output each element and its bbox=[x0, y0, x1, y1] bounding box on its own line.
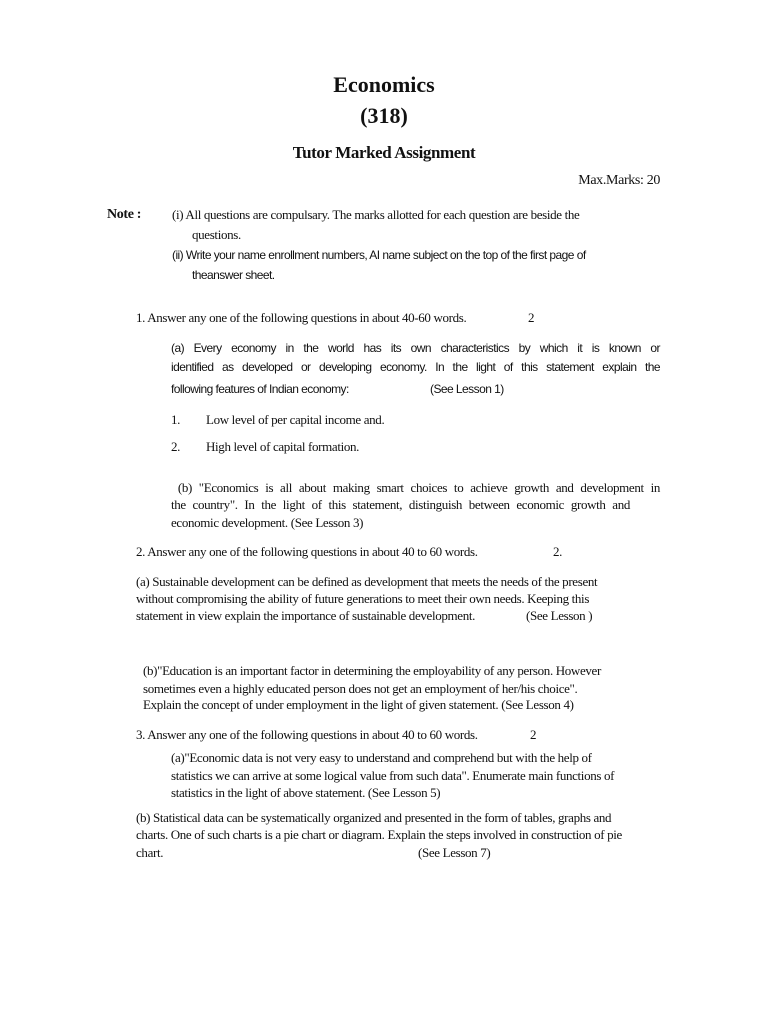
note-label: Note : bbox=[107, 207, 142, 222]
q1-b-line1: (b) "Economics is all about making smart choices to achieve growth and development in bbox=[171, 480, 660, 495]
q2-a-lesson-ref: (See Lesson ) bbox=[526, 608, 593, 623]
q3-b-line3: chart. bbox=[136, 845, 164, 860]
q3-a-line2: statistics we can arrive at some logical value from such data". Enumerate main functions of bbox=[171, 768, 615, 783]
q1-a-line2: identified as developed or developing economy. In the light of this statement explain the bbox=[171, 360, 660, 374]
q1-a-line3: following features of Indian economy: bbox=[171, 382, 349, 396]
q1-b-line2: the country". In the light of this statement, distinguish between economic growth and bbox=[171, 497, 630, 512]
note-ii-line1: (ii) Write your name enrollment numbers, AI name subject on the top of the first page of bbox=[172, 248, 586, 262]
q2-a-line1: (a) Sustainable development can be defined as development that meets the needs of the present bbox=[136, 574, 598, 589]
question-2-heading: 2. Answer any one of the following questions in about 40 to 60 words. bbox=[136, 544, 478, 559]
assignment-title: Tutor Marked Assignment bbox=[292, 143, 476, 162]
q1-b-line3: economic development. (See Lesson 3) bbox=[171, 515, 364, 530]
q1-item-1-text: Low level of per capital income and. bbox=[206, 412, 385, 427]
q2-b-line2: sometimes even a highly educated person does not get an employment of her/his choice". bbox=[143, 681, 578, 696]
q2-a-line3: statement in view explain the importance of sustainable development. bbox=[136, 608, 476, 623]
q1-a-lesson-ref: (See Lesson 1) bbox=[430, 382, 504, 396]
note-i-line1: (i) All questions are compulsary. The marks allotted for each question are beside the bbox=[172, 207, 580, 222]
q3-b-lesson-ref: (See Lesson 7) bbox=[418, 845, 491, 860]
page-title: Economics bbox=[333, 72, 435, 97]
q3-a-line3: statistics in the light of above statement. (See Lesson 5) bbox=[171, 785, 441, 800]
q2-b-line3: Explain the concept of under employment in the light of given statement. (See Lesson 4) bbox=[143, 697, 574, 712]
question-1-marks: 2 bbox=[528, 310, 535, 325]
q1-item-1-number: 1. bbox=[171, 412, 181, 427]
note-ii-line2: theanswer sheet. bbox=[192, 268, 275, 282]
note-i-line2: questions. bbox=[192, 227, 241, 242]
q2-b-line1: (b)"Education is an important factor in determining the employability of any person. However bbox=[143, 663, 601, 678]
q3-b-line1: (b) Statistical data can be systematically organized and presented in the form of tables, graphs and bbox=[136, 810, 612, 825]
question-1-heading: 1. Answer any one of the following questions in about 40-60 words. bbox=[136, 310, 467, 325]
question-2-marks: 2. bbox=[553, 544, 563, 559]
q1-a-line1: (a) Every economy in the world has its own characteristics by which it is known or bbox=[171, 341, 660, 355]
q3-b-line2: charts. One of such charts is a pie chart or diagram. Explain the steps involved in construction of pie bbox=[136, 827, 622, 842]
question-3-marks: 2 bbox=[530, 727, 537, 742]
q2-a-line2: without compromising the ability of future generations to meet their own needs. Keeping this bbox=[136, 591, 590, 606]
question-3-heading: 3. Answer any one of the following questions in about 40 to 60 words. bbox=[136, 727, 478, 742]
q1-item-2-number: 2. bbox=[171, 439, 181, 454]
max-marks: Max.Marks: 20 bbox=[578, 173, 660, 188]
course-code: (318) bbox=[360, 103, 408, 128]
q1-item-2-text: High level of capital formation. bbox=[206, 439, 360, 454]
q3-a-line1: (a)"Economic data is not very easy to understand and comprehend but with the help of bbox=[171, 750, 592, 765]
